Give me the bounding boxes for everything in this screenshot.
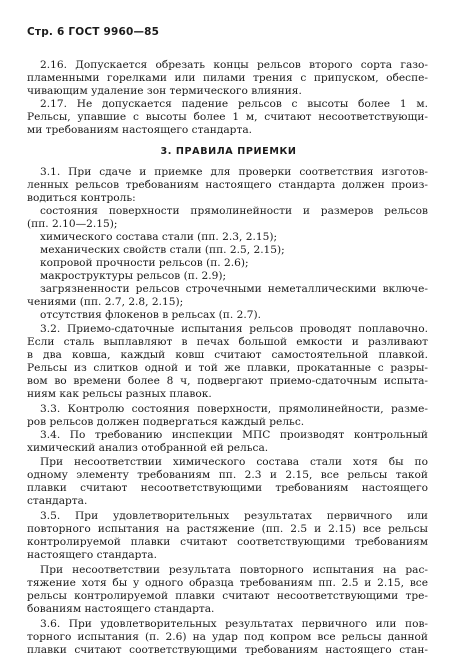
text-line: пламенными горелками или пилами трения с припуском, обеспе- <box>27 72 428 84</box>
text-line: настоящего стандарта. <box>27 549 157 561</box>
text-line: ми требованиям настоящего стандарта. <box>27 124 253 136</box>
text-line: контролируемой плавки считают соответствующими требованиям <box>27 536 428 548</box>
text-line: рельсы контролируемой плавки считают несоответствующими тре- <box>27 590 428 602</box>
text-line: химического состава стали (пп. 2.3, 2.15); <box>40 231 278 243</box>
text-line: загрязненности рельсов строчечными неметаллическими включе- <box>40 283 428 295</box>
text-line: копровой прочности рельсов (п. 2.6); <box>40 257 249 269</box>
text-line: тяжение хотя бы у одного образца требованиям пп. 2.5 и 2.15, все <box>27 577 428 589</box>
text-line: 2.17. Не допускается падение рельсов с высоты более 1 м. <box>40 98 428 110</box>
section-title: 3. ПРАВИЛА ПРИЕМКИ <box>160 146 297 157</box>
text-line: (пп. 2.10—2.15); <box>27 218 118 230</box>
text-line: стандарта. <box>27 495 88 507</box>
text-line: водиться контроль: <box>27 192 136 204</box>
text-line: 2.16. Допускается обрезать концы рельсов второго сорта газо- <box>40 59 428 71</box>
text-line: одному элементу требованиям пп. 2.3 и 2.15, все рельсы такой <box>27 469 428 481</box>
text-line: Рельсы из слитков одной и той же плавки, прокатанные с разры- <box>27 362 428 374</box>
text-line: чивающим удаление зон термического влияния. <box>27 85 302 97</box>
text-line: химический анализ отобранной ей рельса. <box>27 442 269 454</box>
text-line: состояния поверхности прямолинейности и размеров рельсов <box>40 205 428 217</box>
text-line: 3.6. При удовлетворительных результатах первичного или пов- <box>40 618 428 630</box>
text-line: макроструктуры рельсов (п. 2.9); <box>40 270 227 282</box>
text-line: чениями (пп. 2.7, 2.8, 2.15); <box>27 296 184 308</box>
text-line: бованиям настоящего стандарта. <box>27 603 215 615</box>
text-line: отсутствия флокенов в рельсах (п. 2.7). <box>40 309 261 321</box>
text-line: плавки считают соответствующими требованиям настоящего стан- <box>27 644 428 656</box>
text-line: ров рельсов должен подвергаться каждый рельс. <box>27 416 305 428</box>
text-line: 3.1. При сдаче и приемке для проверки соответствия изготов- <box>40 166 428 178</box>
text-line: ниям как рельсы разных плавок. <box>27 388 212 400</box>
page-header: Стр. 6 ГОСТ 9960—85 <box>27 26 160 38</box>
text-line: повторного испытания на растяжение (пп. 2.5 и 2.15) все рельсы <box>27 523 428 535</box>
text-line: При несоответствии химического состава стали хотя бы по <box>40 456 428 468</box>
text-line: в два ковша, каждый ковш считают самостоятельной плавкой. <box>27 349 428 361</box>
text-line: При несоответствии результата повторного испытания на рас- <box>40 564 428 576</box>
text-line: Рельсы, упавшие с высоты более 1 м, считают несоответствующи- <box>27 111 428 123</box>
text-line: Если сталь выплавляют в печах большой емкости и разливают <box>27 336 428 348</box>
text-line: плавки считают несоответствующими требованиям настоящего <box>27 482 428 494</box>
text-line: 3.5. При удовлетворительных результатах первичного или <box>40 510 428 522</box>
text-line: 3.4. По требованию инспекции МПС производят контрольный <box>40 429 428 441</box>
text-line: 3.3. Контролю состояния поверхности, прямолинейности, разме- <box>40 403 428 415</box>
text-line: механических свойств стали (пп. 2.5, 2.15); <box>40 244 285 256</box>
text-line: 3.2. Приемо-сдаточные испытания рельсов проводят поплавочно. <box>40 323 428 335</box>
text-line: ленных рельсов требованиям настоящего стандарта должен произ- <box>27 179 428 191</box>
text-line: торного испытания (п. 2.6) на удар под копром все рельсы данной <box>27 631 428 643</box>
text-line: вом во времени более 8 ч, подвергают приемо-сдаточным испыта- <box>27 375 428 387</box>
